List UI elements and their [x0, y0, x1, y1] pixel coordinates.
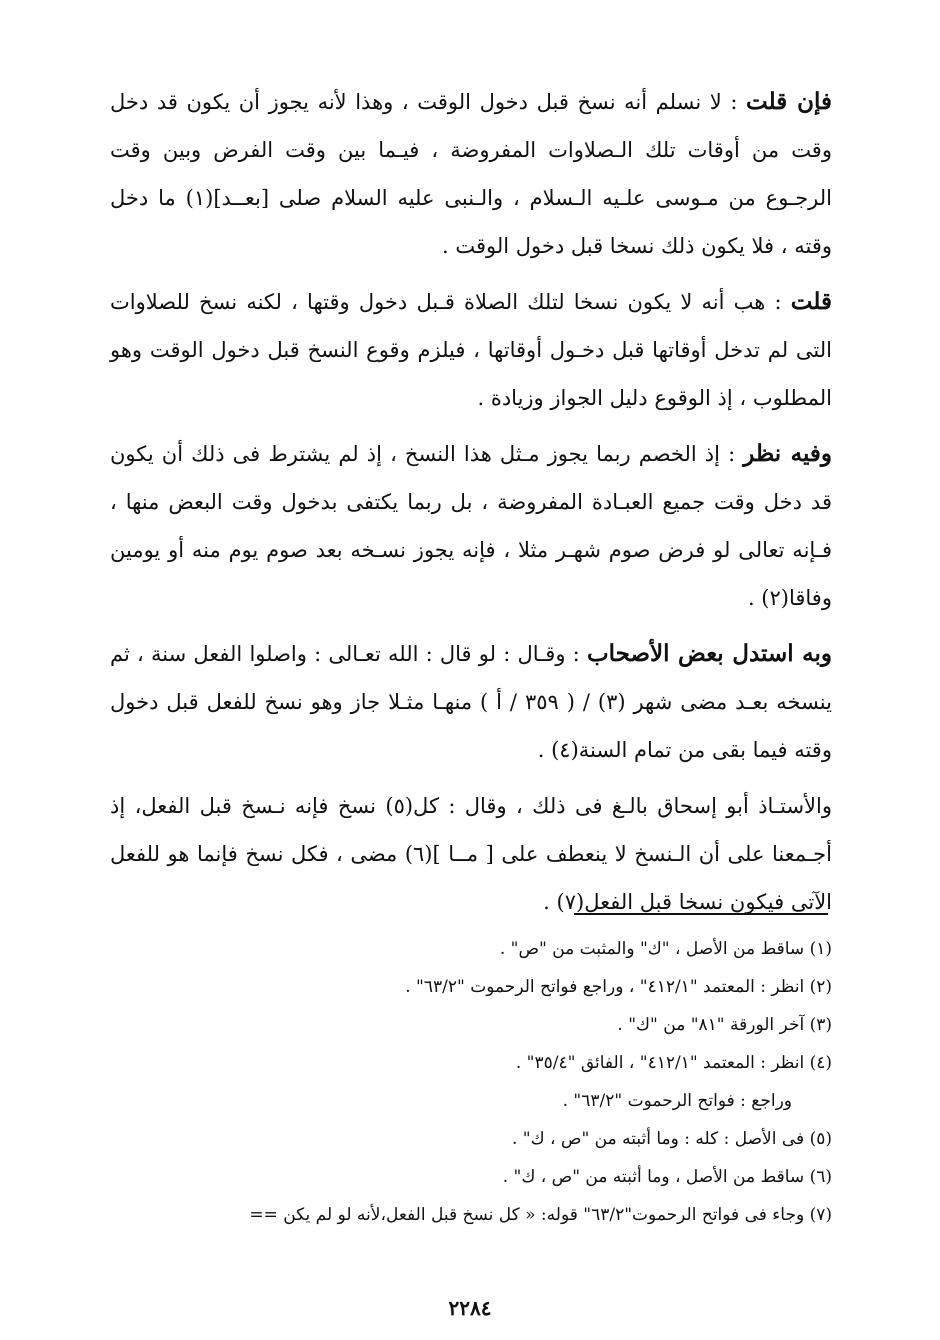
paragraph-text: : إذ الخصم ربما يجوز مـثل هذا النسخ ، إذ لم يشترط فى ذلك أن يكون قد دخل وقت جميع العبـادة المفروضة ، بل ربما يكتفى بدخول وقت البعض منها ، فـإنه تعالى لو فرض صوم شهـر مثلا ، فإنه يجوز نسـخه بعد صوم يوم منه أو يومين وفاقا(٢) . [110, 442, 832, 610]
main-text [110, 78, 832, 934]
footnote-5: (٥) فى الأصل : كله : وما أثبته من "ص ، ك" . [511, 1129, 832, 1149]
paragraph-lead: فإن قلت [746, 88, 832, 115]
paragraph-2 [110, 278, 832, 422]
paragraph-lead: وبه استدل بعض الأصحاب [586, 640, 832, 667]
paragraph-text: : لا نسلم أنه نسخ قبل دخول الوقت ، وهذا لأنه يجوز أن يكون قد دخل وقت من أوقات تلك الـصلاوات المفروضة ، فيـما بين وقت الفرض وبين وقت الرجـوع من مـوسى علـيه الـسلام ، والـنبى عليه السلام صلى [بعــد](١) ما دخل وقته ، فلا يكون ذلك نسخا قبل دخول الوقت . [110, 90, 833, 258]
paragraph-5 [110, 782, 832, 926]
paragraph-4 [110, 630, 832, 774]
footnotes [110, 930, 832, 1234]
footnote-7: (٧) وجاء فى فواتح الرحموت"٦٣/٢" قوله: « كل نسخ قبل الفعل،لأنه لو لم يكن == [249, 1205, 832, 1225]
paragraph-text: : هب أنه لا يكون نسخا لتلك الصلاة قـبل دخول وقتها ، لكنه نسخ للصلاوات التى لم تدخل أوقاتها قبل دخـول أوقاتها ، فيلزم وقوع النسخ قبل دخول الوقت وهو المطلوب ، إذ الوقوع دليل الجواز وزيادة . [110, 290, 832, 410]
footnote-3: (٣) آخر الورقة "٨١" من "ك" . [617, 1015, 832, 1035]
paragraph-text: والأستـاذ أبو إسحاق بالـغ فى ذلك ، وقال : كل(٥) نسخ فإنه نـسخ قبل الفعل، إذ أجـمعنا على أن الـنسخ لا ينعطف على [ مــا ](٦) مضى ، فكل نسخ فإنما هو للفعل الآتى فيكون نسخا قبل الفعل(٧) . [110, 794, 832, 914]
footnote-1: (١) ساقط من الأصل ، "ك" والمثبت من "ص" . [499, 939, 832, 959]
paragraph-lead: قلت [790, 288, 832, 315]
footnote-divider [574, 913, 828, 915]
paragraph-3 [110, 430, 832, 622]
paragraph-lead: وفيه نظر [743, 440, 832, 467]
paragraph-1 [110, 78, 832, 270]
footnote-4: (٤) انظر : المعتمد "٤١٢/١" ، الفائق "٣٥/٤" . [515, 1053, 832, 1073]
footnote-6: (٦) ساقط من الأصل ، وما أثبته من "ص ، ك" . [502, 1167, 832, 1187]
page-number: ٢٢٨٤ [448, 1296, 492, 1320]
footnote-2: (٢) انظر : المعتمد "٤١٢/١" ، وراجع فواتح الرحموت "٦٣/٢" . [405, 977, 832, 997]
footnote-4-continued: وراجع : فواتح الرحموت "٦٣/٢" . [562, 1091, 792, 1111]
paragraph-text: : وقـال : لو قال : الله تعـالى : واصلوا الفعل سنة ، ثم ينسخه بعـد مضى شهر (٣) / ( ٣٥٩ / أ ) منهـا مثـلا جاز وهو نسخ للفعل قبل دخول وقته فيما بقى من تمام السنة(٤) . [110, 642, 832, 762]
